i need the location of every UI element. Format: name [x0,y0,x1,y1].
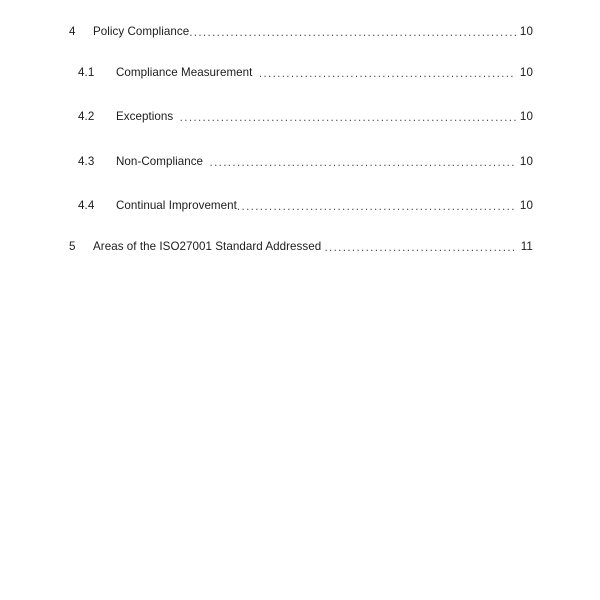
toc-entry[interactable] [69,240,533,254]
toc-entry-page-number: 10 [519,66,533,79]
toc-dot-leader [210,157,516,169]
toc-entry-page-number: 11 [520,240,533,253]
toc-dot-leader [237,201,516,213]
toc-entry-number: 4 [69,25,76,38]
toc-entry-title: Continual Improvement [116,199,237,212]
toc-dot-leader [189,27,516,39]
toc-entry-number: 5 [69,240,76,253]
toc-entry-title: Areas of the ISO27001 Standard Addressed [93,240,322,253]
toc-entry-page-number: 10 [519,155,533,168]
toc-entry-page-number: 10 [519,199,533,212]
toc-dot-leader [180,112,516,124]
toc-entry-page-number: 10 [519,110,533,123]
toc-entry-number: 4.2 [78,110,95,123]
toc-entry[interactable] [78,66,533,80]
toc-dot-leader [259,68,516,80]
toc-entry-title: Compliance Measurement [116,66,253,79]
toc-entry-number: 4.3 [78,155,95,168]
toc-entry[interactable] [78,110,533,124]
toc-entry-page-number: 10 [519,25,533,38]
toc-entry-number: 4.1 [78,66,95,79]
toc-entry-title: Policy Compliance [93,25,190,38]
toc-entry-number: 4.4 [78,199,95,212]
toc-entry-title: Exceptions [116,110,174,123]
toc-entry[interactable] [78,155,533,169]
toc-entry[interactable] [78,199,533,213]
toc-entry[interactable] [69,25,533,39]
toc-dot-leader [324,242,516,254]
toc-entry-title: Non-Compliance [116,155,204,168]
